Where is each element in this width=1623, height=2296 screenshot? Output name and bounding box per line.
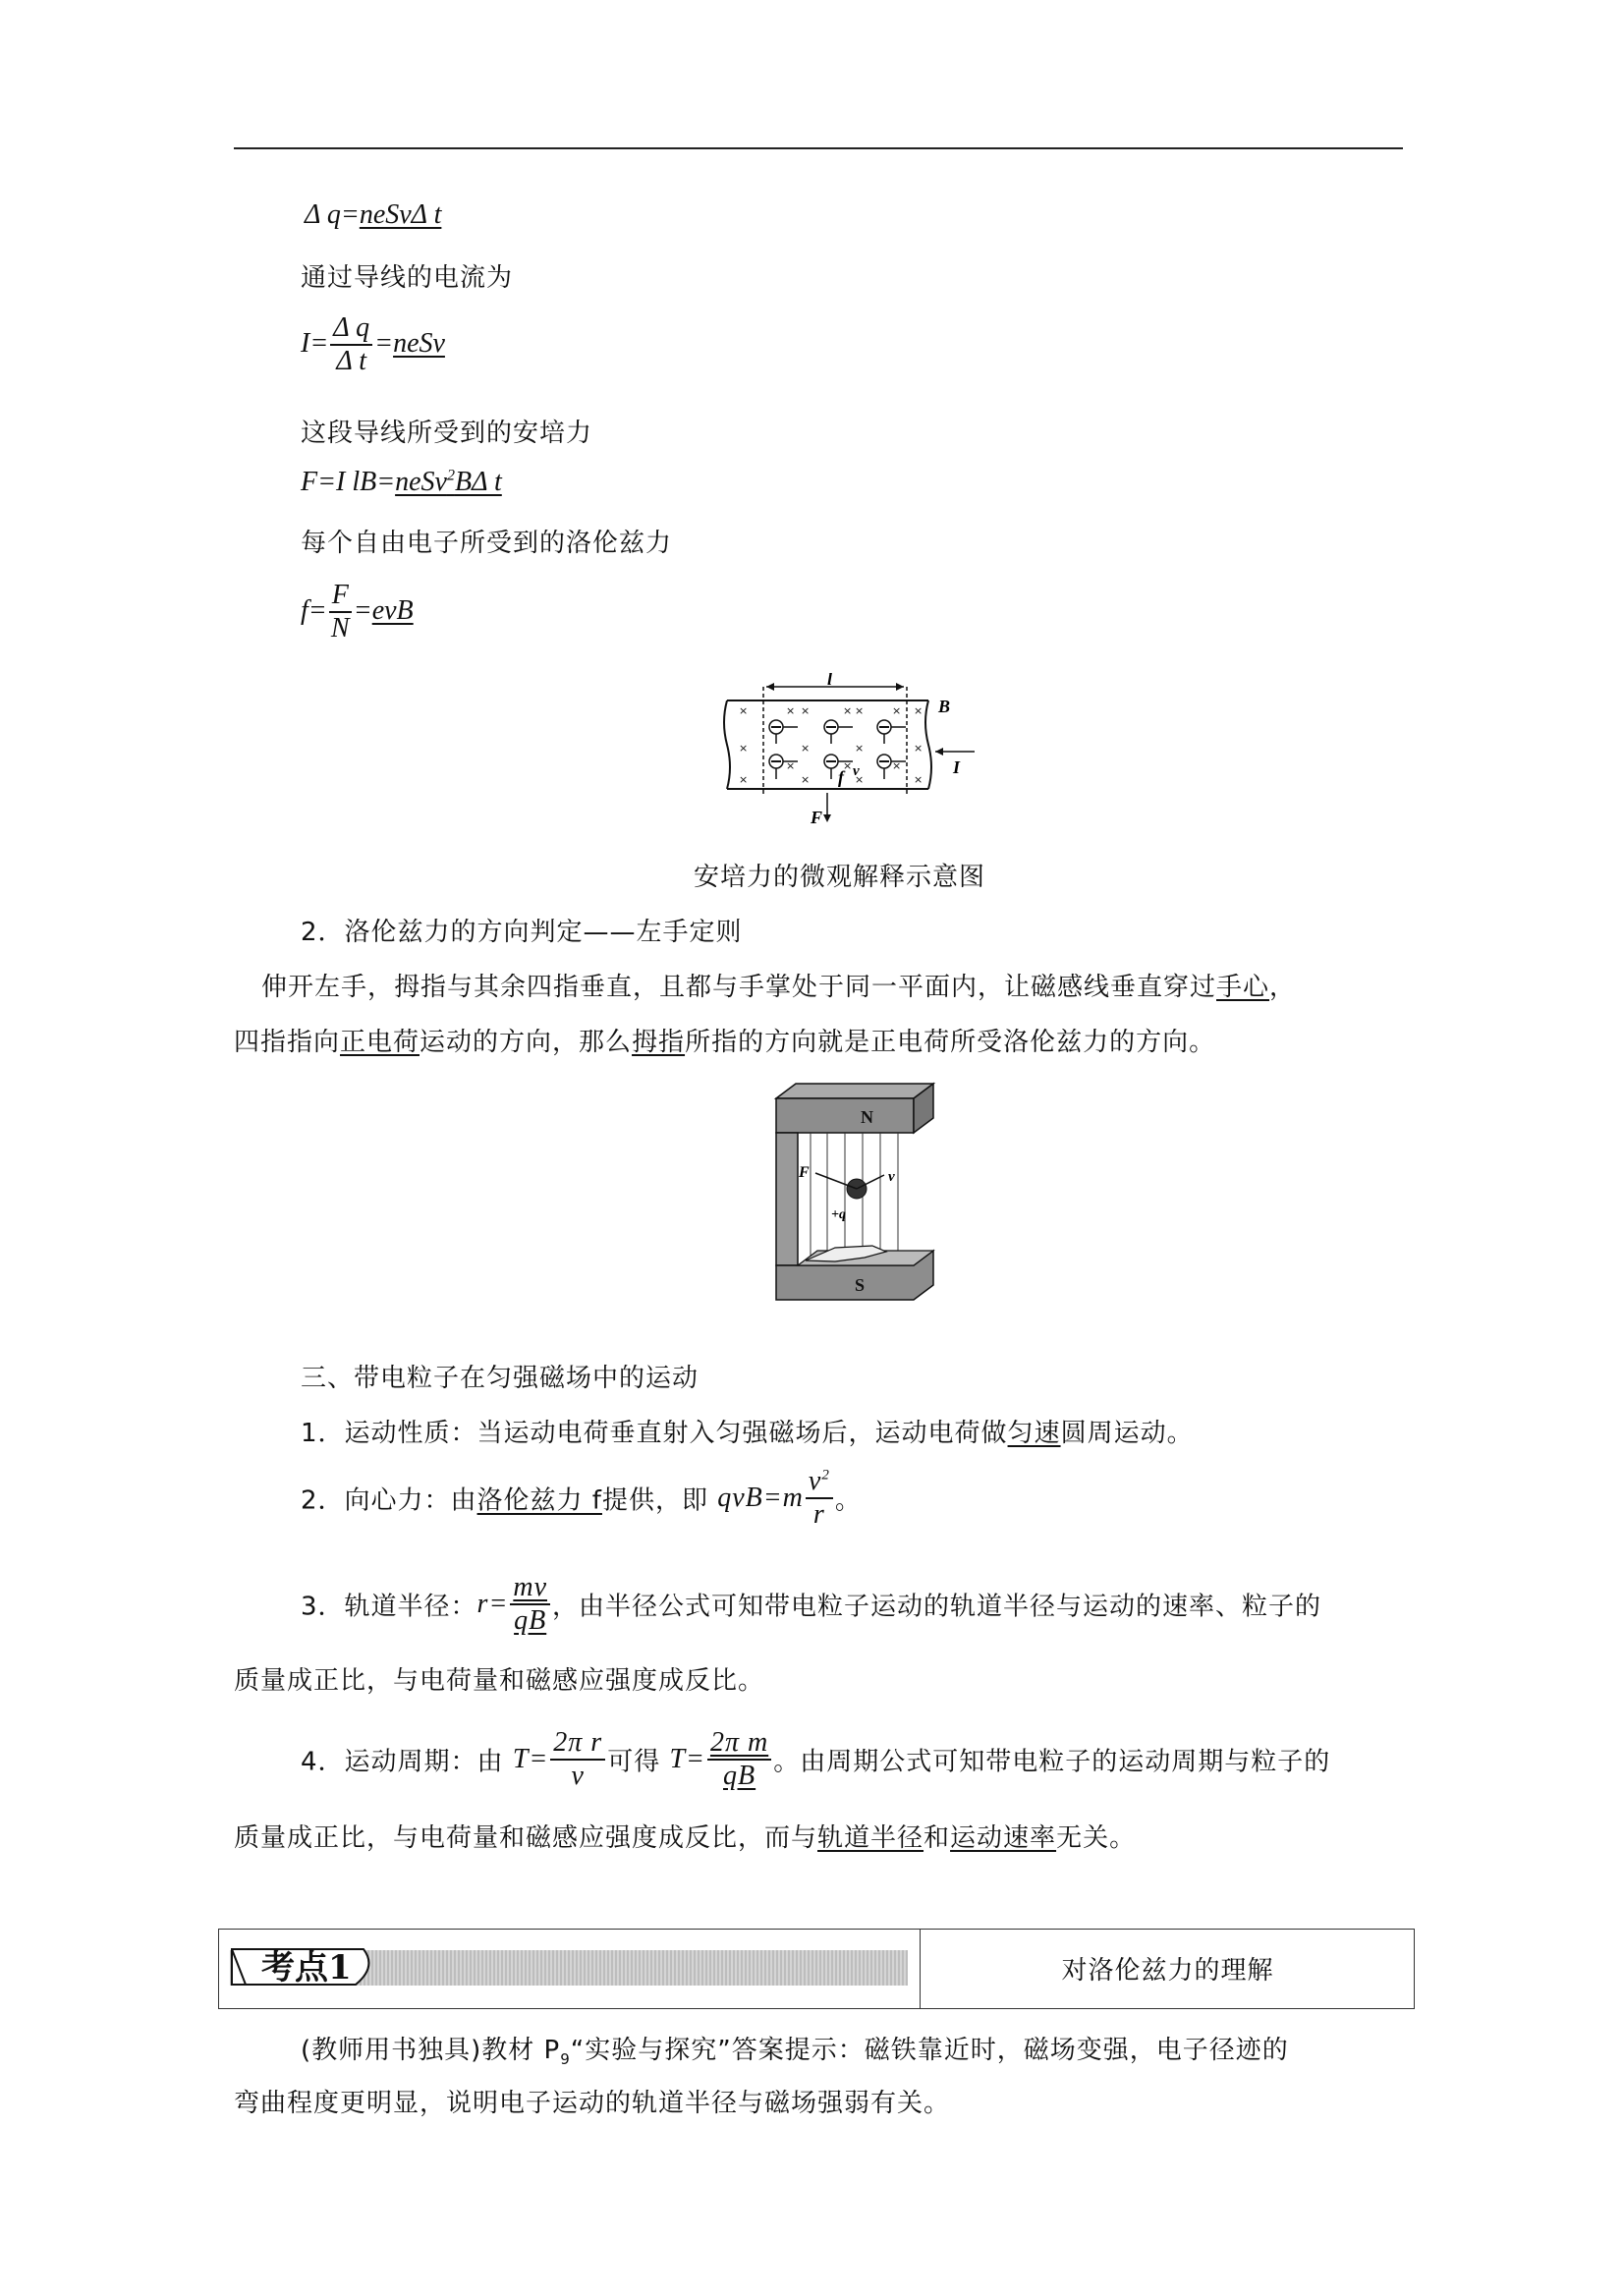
s3-i2-numerator: v	[808, 1466, 822, 1496]
kaodian-title: 对洛伦兹力的理解	[1061, 1955, 1274, 1986]
eq2-rhs: neSv	[393, 328, 445, 360]
note-page-sub: 9	[560, 2050, 571, 2069]
eq4-lhs: f=	[301, 595, 327, 627]
text-lorentz-intro: 每个自由电子所受到的洛伦兹力	[301, 529, 673, 558]
eq2-denominator: Δ t	[336, 346, 367, 377]
s3-i3-b: ，由半径公式可知带电粒子运动的轨道半径与运动的速率、粒子的	[552, 1592, 1322, 1622]
s3-i4-denominator2: qB	[723, 1761, 756, 1792]
s3-i1-a: 1．运动性质：当运动电荷垂直射入匀强磁场后，运动电荷做	[301, 1419, 1008, 1448]
s3-i4-b: 可得	[607, 1747, 670, 1777]
s3-i4-denominator1: v	[571, 1761, 585, 1792]
s3-i3-denominator: qB	[514, 1605, 547, 1637]
figure-wire-diagram	[717, 673, 992, 840]
section2-heading: 2．洛伦兹力的方向判定——左手定则	[301, 918, 743, 947]
figure-left-hand-rule	[766, 1079, 943, 1315]
svg-text:×: ×	[892, 704, 902, 717]
label-q: +q	[831, 1207, 846, 1222]
s2-answer-positive-charge: 正电荷	[340, 1028, 420, 1057]
equation-ampere-force	[301, 467, 502, 498]
wire-break-right	[925, 700, 931, 789]
eq4-denominator: N	[330, 613, 350, 644]
s3-answer-lorentz: 洛伦兹力 f	[476, 1485, 602, 1516]
eq1-rhs: neSvΔ t	[359, 199, 442, 230]
label-f: f	[838, 767, 844, 787]
field-lines	[811, 1133, 898, 1265]
force-arrowhead	[823, 814, 831, 822]
equation-charge	[305, 199, 441, 231]
eq2-fraction	[330, 312, 372, 377]
text-ampere-intro: 这段导线所受到的安培力	[301, 419, 593, 448]
label-l: l	[827, 673, 833, 689]
section2-para-line1	[261, 967, 1296, 1003]
s3-i4-e: 和	[923, 1823, 951, 1853]
section3-heading: 三、带电粒子在匀强磁场中的运动	[301, 1364, 700, 1393]
eq3-rhs-a: neSv	[395, 467, 447, 497]
section3-item2	[301, 1466, 862, 1531]
svg-text:×: ×	[786, 704, 796, 717]
s3-i2-end: 。	[834, 1485, 862, 1516]
svg-text:×: ×	[914, 742, 923, 755]
text-current-intro: 通过导线的电流为	[301, 263, 514, 293]
svg-text:×: ×	[739, 773, 749, 786]
eq3-rhs-sup: 2	[446, 467, 455, 484]
s3-i4-c: 。由周期公式可知带电粒子的运动周期与粒子的	[773, 1747, 1331, 1777]
s2-p1-a: 伸开左手，拇指与其余四指垂直，且都与手掌处于同一平面内，让磁感线垂直穿过	[261, 973, 1217, 1002]
section3-item1	[301, 1413, 1194, 1449]
section2-para-line2	[234, 1022, 1215, 1058]
eq3-rhs-b: BΔ t	[454, 467, 502, 497]
s3-i4-eq2: T=	[669, 1744, 705, 1775]
svg-text:×: ×	[855, 773, 865, 786]
s2-answer-palm: 手心	[1216, 973, 1270, 1002]
svg-text:×: ×	[914, 704, 923, 717]
s3-i3-a: 3．轨道半径：	[301, 1592, 477, 1622]
magnet-yoke	[776, 1133, 798, 1265]
s3-i2-b: 提供，即	[601, 1485, 718, 1516]
svg-text:×: ×	[914, 773, 923, 786]
s3-i4-fraction1	[550, 1727, 605, 1792]
svg-text:×: ×	[855, 704, 865, 717]
wire-break-left	[724, 700, 730, 789]
svg-text:×: ×	[786, 759, 796, 772]
figure1-caption: 安培力的微观解释示意图	[694, 863, 986, 892]
s3-i2-denominator: r	[812, 1499, 825, 1531]
eq4-rhs: evB	[371, 595, 414, 627]
s3-i2-fraction	[806, 1466, 833, 1531]
s3-i4-eq1: T=	[512, 1744, 549, 1775]
s3-i4-fraction2	[707, 1727, 771, 1792]
eq3-rhs	[395, 467, 502, 497]
svg-text:×: ×	[843, 759, 853, 772]
s2-p2-b: 运动的方向，那么	[420, 1028, 633, 1057]
eq1-lhs: Δ q=	[305, 199, 360, 230]
section3-item4-line2	[234, 1818, 1136, 1854]
header-rule	[234, 147, 1403, 149]
section3-item3-line1	[301, 1572, 1321, 1637]
s3-i4-a: 4．运动周期：由	[301, 1747, 513, 1777]
label-N: N	[861, 1107, 873, 1127]
svg-text:×: ×	[801, 773, 811, 786]
note-line1	[301, 2030, 1289, 2068]
eq4-numerator: F	[329, 580, 352, 613]
s2-answer-thumb: 拇指	[632, 1028, 686, 1057]
svg-text:×: ×	[843, 704, 853, 717]
s3-i2-a: 2．向心力：由	[301, 1485, 477, 1516]
s3-i3-numerator: mv	[510, 1572, 550, 1605]
equation-lorentz-force	[301, 580, 414, 644]
s3-i1-b: 圆周运动。	[1060, 1419, 1194, 1448]
s3-i3-eq: r=	[476, 1589, 509, 1620]
svg-text:×: ×	[739, 704, 749, 717]
s3-i2-eq: qvB=m	[717, 1483, 804, 1514]
label-v2: v	[888, 1169, 895, 1185]
label-I: I	[953, 757, 961, 777]
eq2-numerator: Δ q	[330, 312, 372, 346]
section3-item4-line1	[301, 1727, 1330, 1792]
s3-i4-numerator2: 2π m	[707, 1727, 771, 1761]
magnet-north-block	[776, 1098, 914, 1133]
equation-current	[301, 312, 445, 377]
note-line1-a: (教师用书独具)教材 P	[301, 2036, 561, 2065]
section3-item3-line2: 质量成正比，与电荷量和磁感应强度成反比。	[234, 1666, 765, 1696]
svg-text:×: ×	[739, 742, 749, 755]
note-line2: 弯曲程度更明显，说明电子运动的轨道半径与磁场强弱有关。	[234, 2089, 951, 2118]
s3-i4-f: 无关。	[1056, 1823, 1137, 1853]
kaodian-tag-label: 考点1	[261, 1948, 352, 1988]
label-B: B	[938, 697, 951, 716]
svg-text:×: ×	[801, 742, 811, 755]
label-F: F	[811, 808, 823, 827]
kaodian-title-cell	[921, 1929, 1415, 2007]
svg-text:×: ×	[855, 742, 865, 755]
label-F2: F	[799, 1164, 810, 1181]
s3-i2-sup: 2	[821, 1467, 830, 1484]
label-v: v	[853, 763, 860, 779]
s3-answer-orbit-radius: 轨道半径	[817, 1823, 924, 1853]
s3-answer-uniform: 匀速	[1007, 1419, 1061, 1448]
s3-answer-speed: 运动速率	[950, 1823, 1057, 1853]
svg-text:×: ×	[801, 704, 811, 717]
s3-i4-numerator1: 2π r	[550, 1727, 605, 1761]
s3-i3-fraction	[510, 1572, 550, 1637]
magnet-top-face	[776, 1084, 933, 1098]
eq4-equals: =	[353, 595, 372, 627]
eq4-fraction	[329, 580, 352, 644]
note-line1-b: “实验与探究”答案提示：磁铁靠近时，磁场变强，电子径迹的	[570, 2036, 1289, 2065]
eq2-equals: =	[374, 328, 394, 360]
s2-p1-b: ，	[1269, 973, 1297, 1002]
s2-p2-a: 四指指向	[234, 1028, 341, 1057]
svg-text:×: ×	[892, 759, 902, 772]
s3-i4-d: 质量成正比，与电荷量和磁感应强度成反比，而与	[234, 1823, 818, 1853]
eq2-lhs: I=	[301, 328, 329, 360]
s2-p2-c: 所指的方向就是正电荷所受洛伦兹力的方向。	[685, 1028, 1216, 1057]
current-arrowhead	[935, 748, 943, 756]
eq3-lhs: F=I lB=	[301, 467, 396, 497]
label-S: S	[855, 1275, 866, 1295]
